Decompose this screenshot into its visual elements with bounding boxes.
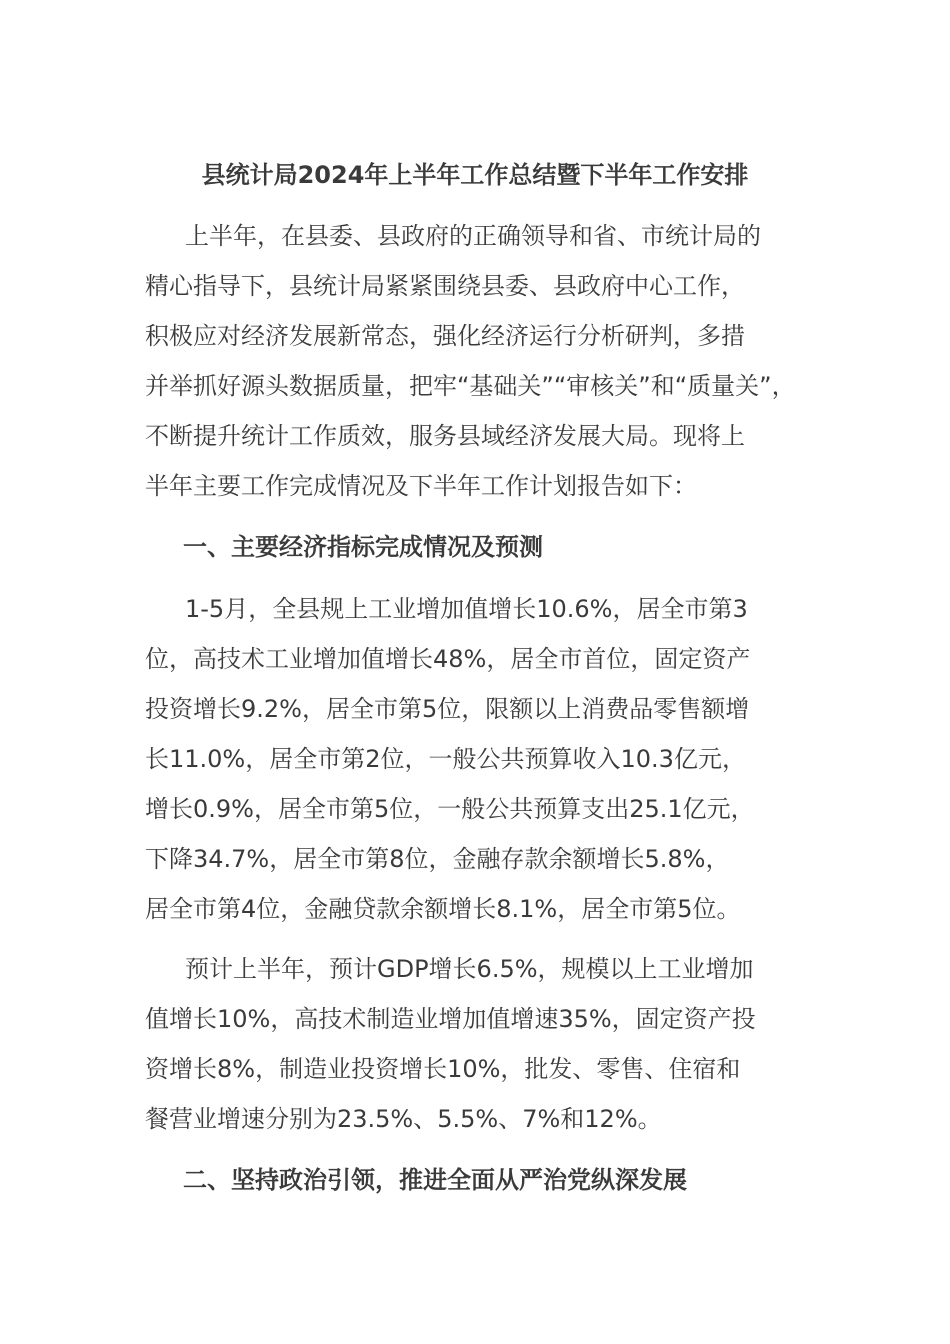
- indicators-line: 居全市第4位，金融贷款余额增长8.1%，居全市第5位。: [145, 895, 741, 923]
- indicators-paragraph: [145, 584, 825, 934]
- indicators-line: 1-5月，全县规上工业增加值增长10.6%，居全市第3: [185, 595, 748, 623]
- intro-line: 并举抓好源头数据质量，把牢“基础关”“审核关”和“质量关”，: [145, 372, 796, 400]
- indicators-line: 增长0.9%，居全市第5位，一般公共预算支出25.1亿元，: [145, 795, 755, 823]
- intro-line: 不断提升统计工作质效，服务县域经济发展大局。现将上: [145, 422, 745, 450]
- forecast-line: 餐营业增速分别为23.5%、5.5%、7%和12%。: [145, 1105, 662, 1133]
- intro-line: 半年主要工作完成情况及下半年工作计划报告如下：: [145, 472, 697, 500]
- document-title: 县统计局2024年上半年工作总结暨下半年工作安排: [201, 161, 749, 189]
- intro-line: 积极应对经济发展新常态，强化经济运行分析研判，多措: [145, 322, 745, 350]
- indicators-line: 下降34.7%，居全市第8位，金融存款余额增长5.8%，: [145, 845, 730, 873]
- intro-line: 精心指导下，县统计局紧紧围绕县委、县政府中心工作，: [145, 272, 745, 300]
- forecast-line: 值增长10%，高技术制造业增加值增速35%，固定资产投: [145, 1005, 756, 1033]
- forecast-line: 资增长8%，制造业投资增长10%，批发、零售、住宿和: [145, 1055, 741, 1083]
- indicators-line: 长11.0%，居全市第2位，一般公共预算收入10.3亿元，: [145, 745, 746, 773]
- forecast-paragraph: [145, 944, 825, 1144]
- section-heading-2: 二、坚持政治引领，推进全面从严治党纵深发展: [183, 1166, 687, 1194]
- indicators-line: 投资增长9.2%，居全市第5位，限额以上消费品零售额增: [145, 695, 750, 723]
- intro-line: 上半年，在县委、县政府的正确领导和省、市统计局的: [185, 222, 761, 250]
- section-heading-1: 一、主要经济指标完成情况及预测: [183, 533, 543, 561]
- indicators-line: 位，高技术工业增加值增长48%，居全市首位，固定资产: [145, 645, 751, 673]
- forecast-line: 预计上半年，预计GDP增长6.5%，规模以上工业增加: [185, 955, 754, 983]
- intro-paragraph: [145, 211, 825, 511]
